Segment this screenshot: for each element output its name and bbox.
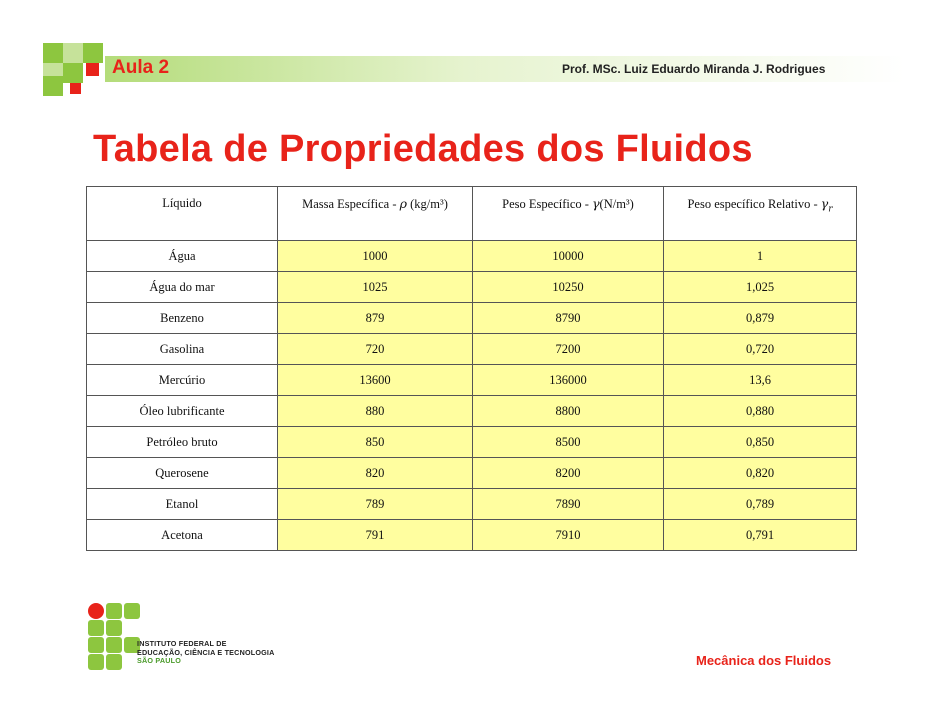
- cell-liquid: Acetona: [87, 520, 278, 551]
- lesson-label: Aula 2: [112, 57, 170, 78]
- header-specific-weight: Peso Específico - γ(N/m³): [473, 187, 664, 241]
- properties-table: [86, 186, 857, 551]
- cell-relative-weight: 0,791: [664, 520, 857, 551]
- cell-relative-weight: 0,880: [664, 396, 857, 427]
- cell-density: 720: [278, 334, 473, 365]
- table-row: [87, 303, 857, 334]
- table-row: [87, 365, 857, 396]
- page-title: Tabela de Propriedades dos Fluidos: [93, 128, 753, 170]
- cell-specific-weight: 8500: [473, 427, 664, 458]
- cell-specific-weight: 136000: [473, 365, 664, 396]
- cell-density: 789: [278, 489, 473, 520]
- header-density: Massa Específica - ρ (kg/m³): [278, 187, 473, 241]
- cell-density: 850: [278, 427, 473, 458]
- institution-name: INSTITUTO FEDERAL DE EDUCAÇÃO, CIÊNCIA E TECNOLOGIA SÃO PAULO: [137, 639, 275, 665]
- cell-specific-weight: 7890: [473, 489, 664, 520]
- cell-liquid: Petróleo bruto: [87, 427, 278, 458]
- table-header-row: [87, 187, 857, 241]
- cell-density: 880: [278, 396, 473, 427]
- cell-density: 820: [278, 458, 473, 489]
- cell-specific-weight: 8200: [473, 458, 664, 489]
- cell-relative-weight: 0,720: [664, 334, 857, 365]
- cell-specific-weight: 10250: [473, 272, 664, 303]
- cell-density: 13600: [278, 365, 473, 396]
- table-row: [87, 241, 857, 272]
- cell-liquid: Mercúrio: [87, 365, 278, 396]
- cell-liquid: Etanol: [87, 489, 278, 520]
- cell-specific-weight: 7200: [473, 334, 664, 365]
- cell-specific-weight: 10000: [473, 241, 664, 272]
- table-row: [87, 489, 857, 520]
- cell-relative-weight: 0,789: [664, 489, 857, 520]
- cell-density: 1000: [278, 241, 473, 272]
- cell-liquid: Gasolina: [87, 334, 278, 365]
- cell-specific-weight: 8790: [473, 303, 664, 334]
- cell-relative-weight: 0,820: [664, 458, 857, 489]
- header-relative-weight: Peso específico Relativo - $\gamma_r$: [664, 187, 857, 241]
- table-row: [87, 458, 857, 489]
- cell-relative-weight: 1,025: [664, 272, 857, 303]
- footer-course-name: Mecânica dos Fluidos: [696, 653, 832, 668]
- table-row: [87, 427, 857, 458]
- cell-density: 879: [278, 303, 473, 334]
- table-row: [87, 334, 857, 365]
- cell-specific-weight: 8800: [473, 396, 664, 427]
- table-row: [87, 272, 857, 303]
- cell-liquid: Água: [87, 241, 278, 272]
- table-row: [87, 520, 857, 551]
- header-liquid: Líquido: [87, 187, 278, 241]
- cell-liquid: Óleo lubrificante: [87, 396, 278, 427]
- cell-specific-weight: 7910: [473, 520, 664, 551]
- cell-liquid: Querosene: [87, 458, 278, 489]
- cell-liquid: Benzeno: [87, 303, 278, 334]
- cell-density: 1025: [278, 272, 473, 303]
- cell-liquid: Água do mar: [87, 272, 278, 303]
- author-label: Prof. MSc. Luiz Eduardo Miranda J. Rodrigues: [562, 62, 826, 76]
- cell-relative-weight: 1: [664, 241, 857, 272]
- cell-relative-weight: 0,850: [664, 427, 857, 458]
- cell-density: 791: [278, 520, 473, 551]
- cell-relative-weight: 0,879: [664, 303, 857, 334]
- table-row: [87, 396, 857, 427]
- cell-relative-weight: 13,6: [664, 365, 857, 396]
